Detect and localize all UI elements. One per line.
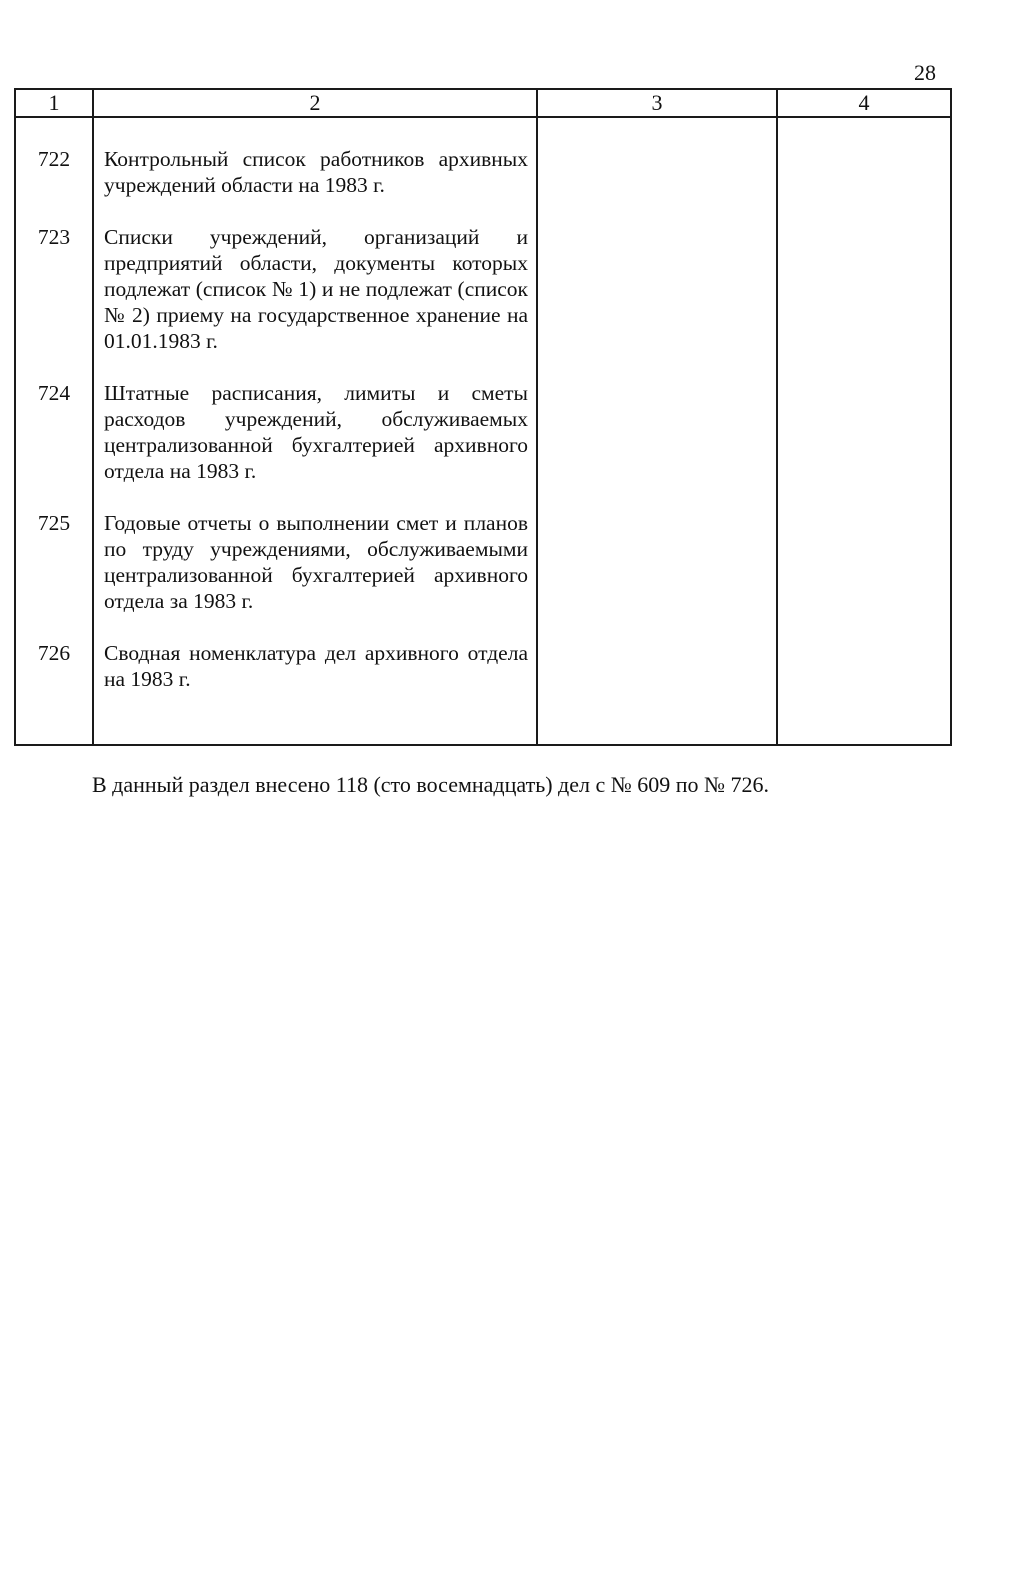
header-row (15, 89, 951, 117)
item-title: Штатные расписания, лимиты и сметы расходов учреждений, обслуживаемых централизованной бухгалтерией архивного отдела на 1983 г. (93, 354, 537, 484)
item-col-3 (537, 614, 777, 745)
table-row (15, 484, 951, 614)
item-col-3 (537, 484, 777, 614)
section-summary-note: В данный раздел внесено 118 (сто восемнадцать) дел с № 609 по № 726. (92, 772, 770, 797)
item-col-3 (537, 117, 777, 198)
item-title: Сводная номенклатура дел архивного отдела на 1983 г. (93, 614, 537, 745)
item-number: 722 (15, 117, 93, 198)
item-number: 724 (15, 354, 93, 484)
item-title: Годовые отчеты о выполнении смет и планов по труду учреждениями, обслуживаемыми централизованной бухгалтерией архивного отдела за 1983 г. (93, 484, 537, 614)
table-row (15, 198, 951, 354)
page-number: 28 (914, 60, 936, 85)
item-col-4 (777, 614, 951, 745)
item-col-4 (777, 354, 951, 484)
table-row (15, 354, 951, 484)
item-col-3 (537, 198, 777, 354)
item-col-3 (537, 354, 777, 484)
item-number: 725 (15, 484, 93, 614)
item-col-4 (777, 117, 951, 198)
header-col-2: 2 (93, 89, 537, 117)
table-body (15, 117, 951, 745)
item-number: 723 (15, 198, 93, 354)
item-title: Списки учреждений, организаций и предприятий области, документы которых подлежат (список № 1) и не подлежат (список № 2) приему на государственное хранение на 01.01.1983 г. (93, 198, 537, 354)
table-row (15, 117, 951, 198)
item-number: 726 (15, 614, 93, 745)
header-col-4: 4 (777, 89, 951, 117)
item-col-4 (777, 484, 951, 614)
item-title: Контрольный список работников архивных учреждений области на 1983 г. (93, 117, 537, 198)
table-header (15, 89, 951, 117)
table-row (15, 614, 951, 745)
header-col-3: 3 (537, 89, 777, 117)
header-col-1: 1 (15, 89, 93, 117)
item-col-4 (777, 198, 951, 354)
inventory-table (14, 88, 952, 746)
